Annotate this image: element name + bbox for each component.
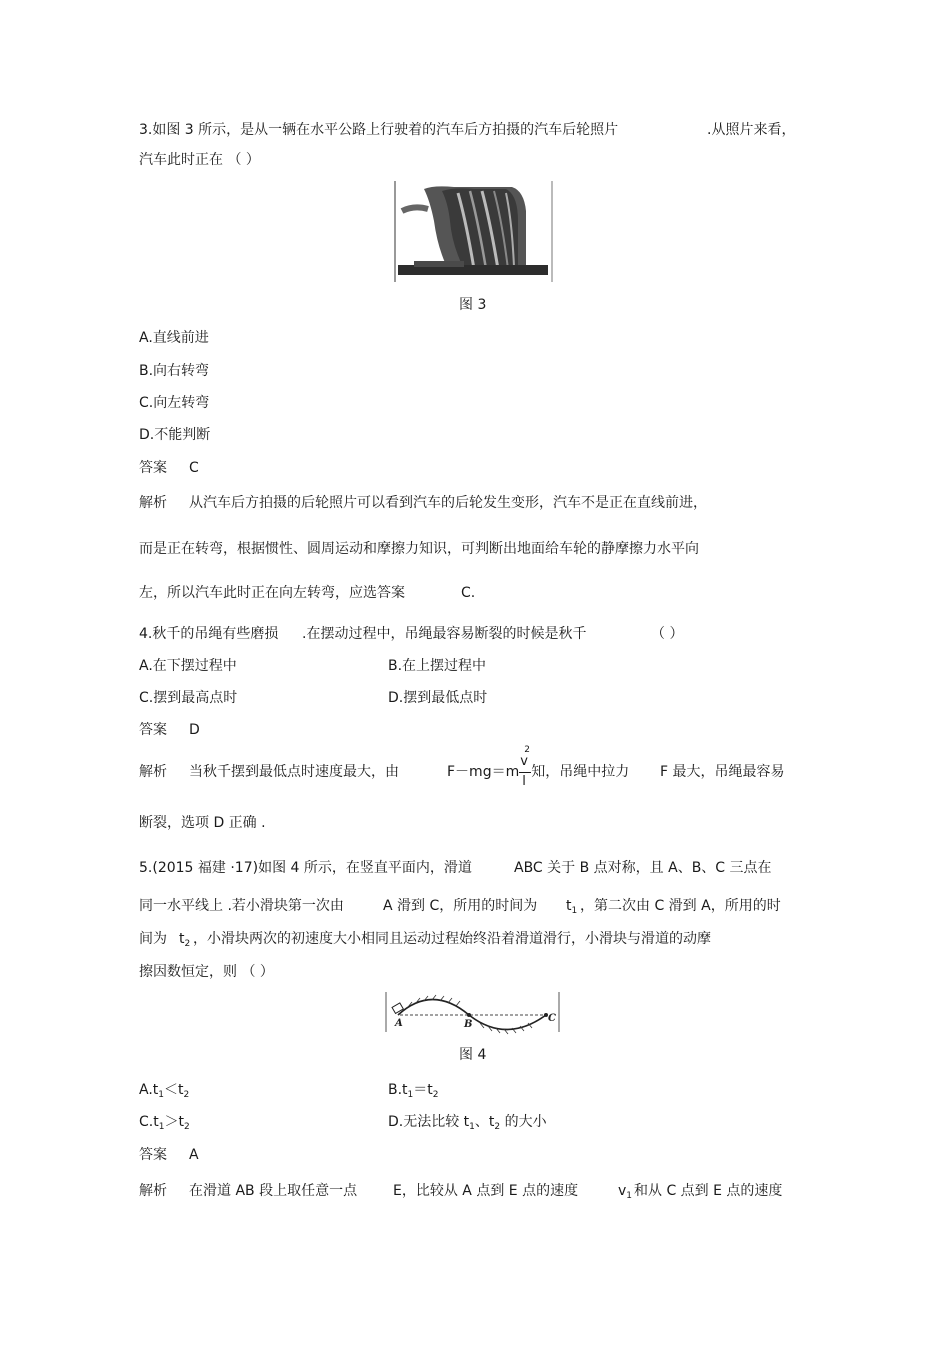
q4-stem-bracket: （ ） — [651, 626, 684, 642]
q5-stem-line3-end: ，小滑块两次的初速度大小相同且运动过程始终沿着滑道滑行，小滑块与滑道的动摩 — [193, 931, 711, 947]
q5-answer-label: 答案 — [139, 1147, 167, 1163]
formula-denominator: l — [522, 774, 526, 789]
q4-answer-label: 答案 — [139, 722, 167, 738]
figure-4-caption: 图 4 — [459, 1047, 487, 1063]
q4-analysis-line1-end: F 最大，吊绳最容易 — [660, 764, 785, 780]
q4-option-b: B.在上摆过程中 — [388, 658, 487, 674]
q5-answer: A — [189, 1147, 199, 1163]
formula-exponent: 2 — [524, 745, 530, 755]
q3-answer: C — [189, 460, 199, 476]
q5-option-a: $A.t_1<t_2$ — [139, 1082, 190, 1100]
q3-option-b: B.向右转弯 — [139, 363, 210, 379]
q5-option-b: $B.t_1=t_2$ — [388, 1082, 439, 1100]
q4-option-a: A.在下摆过程中 — [139, 658, 237, 674]
figure-3-caption: 图 3 — [459, 297, 487, 313]
figure-3-tire-photo — [394, 181, 554, 282]
q5-analysis-part3: 和从 C 点到 E 点的速度 — [634, 1183, 783, 1199]
figure-4-label-c: C — [548, 1013, 556, 1024]
q5-analysis-label: 解析 — [139, 1183, 167, 1199]
q5-stem-line1-end: ABC 关于 B 点对称，且 A、B、C 三点在 — [514, 860, 772, 876]
q5-option-d: D.无法比较 $t_1$、$t_2$ 的大小 — [388, 1114, 547, 1132]
q4-analysis-line2: 断裂，选项 D 正确 . — [139, 815, 266, 831]
q3-analysis-line2: 而是正在转弯，根据惯性、圆周运动和摩擦力知识，可判断出地面给车轮的静摩擦力水平向 — [139, 541, 699, 557]
q5-analysis-part2: E，比较从 A 点到 E 点的速度 — [393, 1183, 579, 1199]
q5-analysis-v1: $v_1$ — [618, 1183, 633, 1201]
q5-stem-line2-mid: A 滑到 C，所用的时间为 — [383, 898, 538, 914]
q5-stem-line2-t1: $t_1$ — [566, 898, 578, 916]
q5-stem-line1: 5.(2015 福建 ·17)如图 4 所示，在竖直平面内，滑道 — [139, 860, 472, 876]
q4-option-c: C.摆到最高点时 — [139, 690, 238, 706]
q3-analysis-line3: 左，所以汽车此时正在向左转弯，应选答案 — [139, 585, 405, 601]
formula-left: F－mg＝m — [447, 764, 520, 780]
q4-stem-part2: .在摆动过程中，吊绳最容易断裂的时候是秋千 — [302, 626, 587, 642]
formula-fraction — [519, 745, 531, 789]
q5-stem-line2-end: ，第二次由 C 滑到 A，所用的时 — [580, 898, 781, 914]
q5-stem-line4: 擦因数恒定，则 （ ） — [139, 964, 274, 980]
q3-analysis-label: 解析 — [139, 495, 167, 511]
q5-analysis-part1: 在滑道 AB 段上取任意一点 — [189, 1183, 358, 1199]
q3-analysis-line3-end: C. — [461, 585, 476, 601]
figure-4-label-a: A — [395, 1018, 403, 1029]
q4-formula — [447, 745, 630, 789]
q5-stem-line2: 同一水平线上 .若小滑块第一次由 — [139, 898, 344, 914]
figure-4-track-diagram — [384, 990, 562, 1035]
formula-numerator: v — [520, 754, 528, 769]
q3-answer-label: 答案 — [139, 460, 167, 476]
q3-option-a: A.直线前进 — [139, 330, 209, 346]
q3-analysis-line1: 从汽车后方拍摄的后轮照片可以看到汽车的后轮发生变形，汽车不是正在直线前进， — [189, 495, 707, 511]
figure-4-label-b: B — [464, 1019, 473, 1030]
q3-option-d: D.不能判断 — [139, 427, 211, 443]
q5-stem-line3-t2: $t_2$ — [179, 931, 191, 949]
q3-stem-line1-end: .从照片来看， — [707, 122, 796, 138]
q4-analysis-line1: 当秋千摆到最低点时速度最大，由 — [189, 764, 399, 780]
formula-right: 知，吊绳中拉力 — [531, 764, 630, 780]
q5-option-c: $C.t_1>t_2$ — [139, 1114, 190, 1132]
q5-stem-line3: 间为 — [139, 931, 167, 947]
q4-stem-part1: 4.秋千的吊绳有些磨损 — [139, 626, 279, 642]
q3-stem-line1: 3.如图 3 所示，是从一辆在水平公路上行驶着的汽车后方拍摄的汽车后轮照片 — [139, 122, 619, 138]
q4-option-d: D.摆到最低点时 — [388, 690, 488, 706]
q4-analysis-label: 解析 — [139, 764, 167, 780]
q4-answer: D — [189, 722, 200, 738]
q3-stem-line2: 汽车此时正在 （ ） — [139, 152, 260, 168]
q3-option-c: C.向左转弯 — [139, 395, 210, 411]
